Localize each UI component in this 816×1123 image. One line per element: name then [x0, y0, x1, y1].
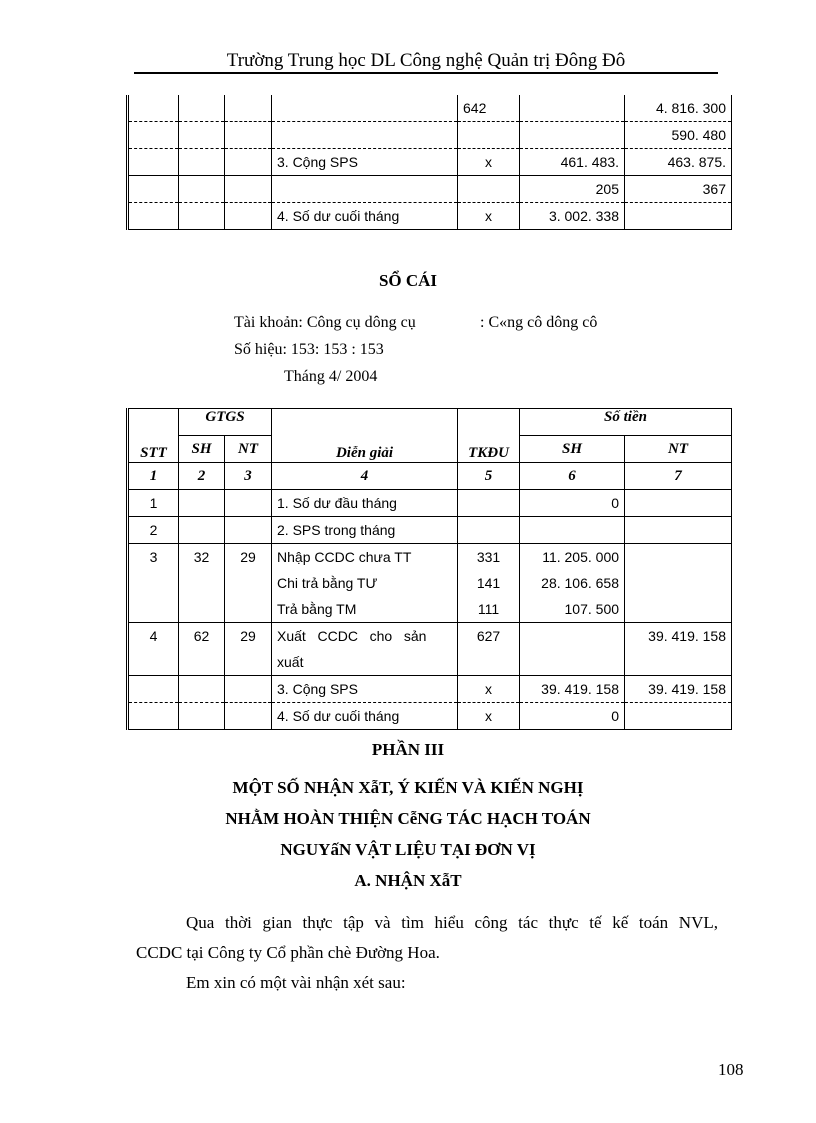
table-cell [179, 95, 225, 122]
gtgs-header: GTGS [179, 409, 272, 436]
table-cell [179, 703, 225, 730]
table-cell: 111 [458, 596, 520, 623]
table-row [128, 176, 732, 203]
table-cell: 32 [179, 544, 225, 571]
table-cell [272, 95, 458, 122]
table-cell [128, 122, 179, 149]
table-cell: 28. 106. 658 [520, 570, 625, 596]
table-row [128, 703, 732, 730]
section-heading-line-3: NGUYấN VẬT LIỆU TẠI ĐƠN VỊ [280, 840, 536, 859]
table-cell: 39. 419. 158 [625, 623, 732, 650]
table-cell [520, 95, 625, 122]
table-cell: SH [520, 436, 625, 463]
table-cell [179, 649, 225, 676]
table-cell [272, 176, 458, 203]
part-heading: PHẦN III [371, 740, 445, 759]
table-cell: 3. 002. 338 [520, 203, 625, 230]
ledger-table [126, 408, 732, 730]
section-heading-line-2: NHẰM HOÀN THIỆN CễNG TÁC HẠCH TOÁN [225, 809, 591, 828]
table-cell: 3. Cộng SPS [272, 149, 458, 176]
page-number: 108 [718, 1060, 744, 1079]
table-cell: 2 [128, 517, 179, 544]
table-cell: 2 [179, 463, 225, 490]
table-cell [225, 203, 272, 230]
table-cell [458, 517, 520, 544]
table-cell [225, 703, 272, 730]
table-cell: 367 [625, 176, 732, 203]
table-cell [272, 122, 458, 149]
table-cell [179, 122, 225, 149]
table-cell: Trả bằng TM [272, 596, 458, 623]
table-cell [458, 490, 520, 517]
table-cell [128, 176, 179, 203]
table-cell: 3. Cộng SPS [272, 676, 458, 703]
table-cell [625, 570, 732, 596]
table-cell [179, 149, 225, 176]
table-cell [520, 649, 625, 676]
account-label: Tài khoản: Công cụ dông cụ [234, 314, 416, 331]
table-cell: 39. 419. 158 [520, 676, 625, 703]
table-cell [128, 149, 179, 176]
subsection-heading: A. NHẬN XẫT [354, 871, 462, 890]
table-cell [179, 517, 225, 544]
table-cell [458, 176, 520, 203]
table-cell [225, 649, 272, 676]
so-tien-header: Số tiền [520, 409, 732, 436]
table-cell [458, 122, 520, 149]
table-cell: x [458, 149, 520, 176]
table-cell [179, 203, 225, 230]
table-cell: 2. SPS trong tháng [272, 517, 458, 544]
table-cell [128, 596, 179, 623]
table-row [128, 570, 732, 596]
table-cell: 1. Số dư đầu tháng [272, 490, 458, 517]
table-cell [225, 596, 272, 623]
table-cell: 4. Số dư cuối tháng [272, 703, 458, 730]
top-ledger-table [126, 95, 732, 230]
table-cell: 7 [625, 463, 732, 490]
table-cell [225, 490, 272, 517]
page-header: Trường Trung học DL Công nghệ Quản trị Đông Đô [226, 50, 626, 71]
table-cell [225, 676, 272, 703]
dien-giai-header: Diễn giải [272, 409, 458, 463]
table-cell: Nhập CCDC chưa TT [272, 544, 458, 571]
table-cell: 627 [458, 623, 520, 650]
ledger-header-row [128, 409, 732, 436]
table-cell: 0 [520, 490, 625, 517]
table-cell: 642 [458, 95, 520, 122]
table-cell [128, 203, 179, 230]
table-row [128, 623, 732, 650]
table-cell: NT [625, 436, 732, 463]
section-heading-line-1: MỘT SỐ NHẬN XẫT, Ý KIẾN VÀ KIẾN NGHỊ [232, 778, 584, 797]
table-cell: SH [179, 436, 225, 463]
table-cell [179, 490, 225, 517]
table-cell: Chi trả bằng TƯ [272, 570, 458, 596]
table-cell [179, 596, 225, 623]
paragraph-line: Qua thời gian thực tập và tìm hiểu công tác thực tế kế toán NVL, [186, 913, 718, 932]
table-cell [625, 596, 732, 623]
table-cell [625, 490, 732, 517]
table-cell [179, 676, 225, 703]
ledger-title: SỔ CÁI [378, 271, 438, 290]
header-rule [134, 72, 718, 74]
table-cell: 29 [225, 544, 272, 571]
table-row [128, 490, 732, 517]
ledger-month: Tháng 4/ 2004 [284, 368, 378, 385]
table-row [128, 649, 732, 676]
table-cell [625, 544, 732, 571]
table-cell: x [458, 703, 520, 730]
table-cell: Xuất CCDC cho sản [272, 623, 458, 650]
table-cell: 1 [128, 463, 179, 490]
table-cell: 11. 205. 000 [520, 544, 625, 571]
table-cell: 5 [458, 463, 520, 490]
table-cell: 4 [128, 623, 179, 650]
table-cell: 463. 875. [625, 149, 732, 176]
table-cell [128, 676, 179, 703]
column-number-row [128, 463, 732, 490]
table-cell: 4 [272, 463, 458, 490]
table-cell: 141 [458, 570, 520, 596]
table-cell [625, 203, 732, 230]
table-cell [225, 122, 272, 149]
table-cell [128, 649, 179, 676]
table-row [128, 596, 732, 623]
table-cell [128, 703, 179, 730]
table-cell: 29 [225, 623, 272, 650]
table-cell [225, 517, 272, 544]
table-cell [625, 649, 732, 676]
table-cell: 62 [179, 623, 225, 650]
tkdu-header: TKĐU [458, 409, 520, 463]
table-cell: 1 [128, 490, 179, 517]
table-cell: 39. 419. 158 [625, 676, 732, 703]
table-cell [225, 570, 272, 596]
table-cell [225, 176, 272, 203]
table-cell: 6 [520, 463, 625, 490]
table-cell: 4. 816. 300 [625, 95, 732, 122]
account-number: Số hiệu: 153: 153 : 153 [234, 341, 384, 358]
table-cell: 3 [225, 463, 272, 490]
table-cell [520, 517, 625, 544]
table-cell: 461. 483. [520, 149, 625, 176]
table-cell [179, 570, 225, 596]
table-cell [225, 149, 272, 176]
account-alt: : C«ng cô dông cô [480, 314, 598, 331]
table-cell: xuất [272, 649, 458, 676]
stt-header: STT [128, 409, 179, 463]
table-cell: 107. 500 [520, 596, 625, 623]
table-cell [458, 649, 520, 676]
table-cell: x [458, 676, 520, 703]
table-cell: NT [225, 436, 272, 463]
table-cell [625, 703, 732, 730]
paragraph-line: CCDC tại Công ty Cổ phần chè Đường Hoa. [136, 943, 440, 962]
table-cell [128, 570, 179, 596]
table-row [128, 676, 732, 703]
table-row [128, 95, 732, 122]
paragraph-line: Em xin có một vài nhận xét sau: [186, 973, 406, 992]
table-row [128, 517, 732, 544]
table-cell: 0 [520, 703, 625, 730]
table-row [128, 544, 732, 571]
table-cell [520, 122, 625, 149]
table-cell: 205 [520, 176, 625, 203]
table-cell: 590. 480 [625, 122, 732, 149]
table-row [128, 122, 732, 149]
table-cell [179, 176, 225, 203]
table-row [128, 149, 732, 176]
table-cell: x [458, 203, 520, 230]
table-cell: 3 [128, 544, 179, 571]
table-cell [225, 95, 272, 122]
table-cell: 331 [458, 544, 520, 571]
table-row [128, 203, 732, 230]
table-cell: 4. Số dư cuối tháng [272, 203, 458, 230]
table-cell [520, 623, 625, 650]
table-cell [625, 517, 732, 544]
table-cell [128, 95, 179, 122]
